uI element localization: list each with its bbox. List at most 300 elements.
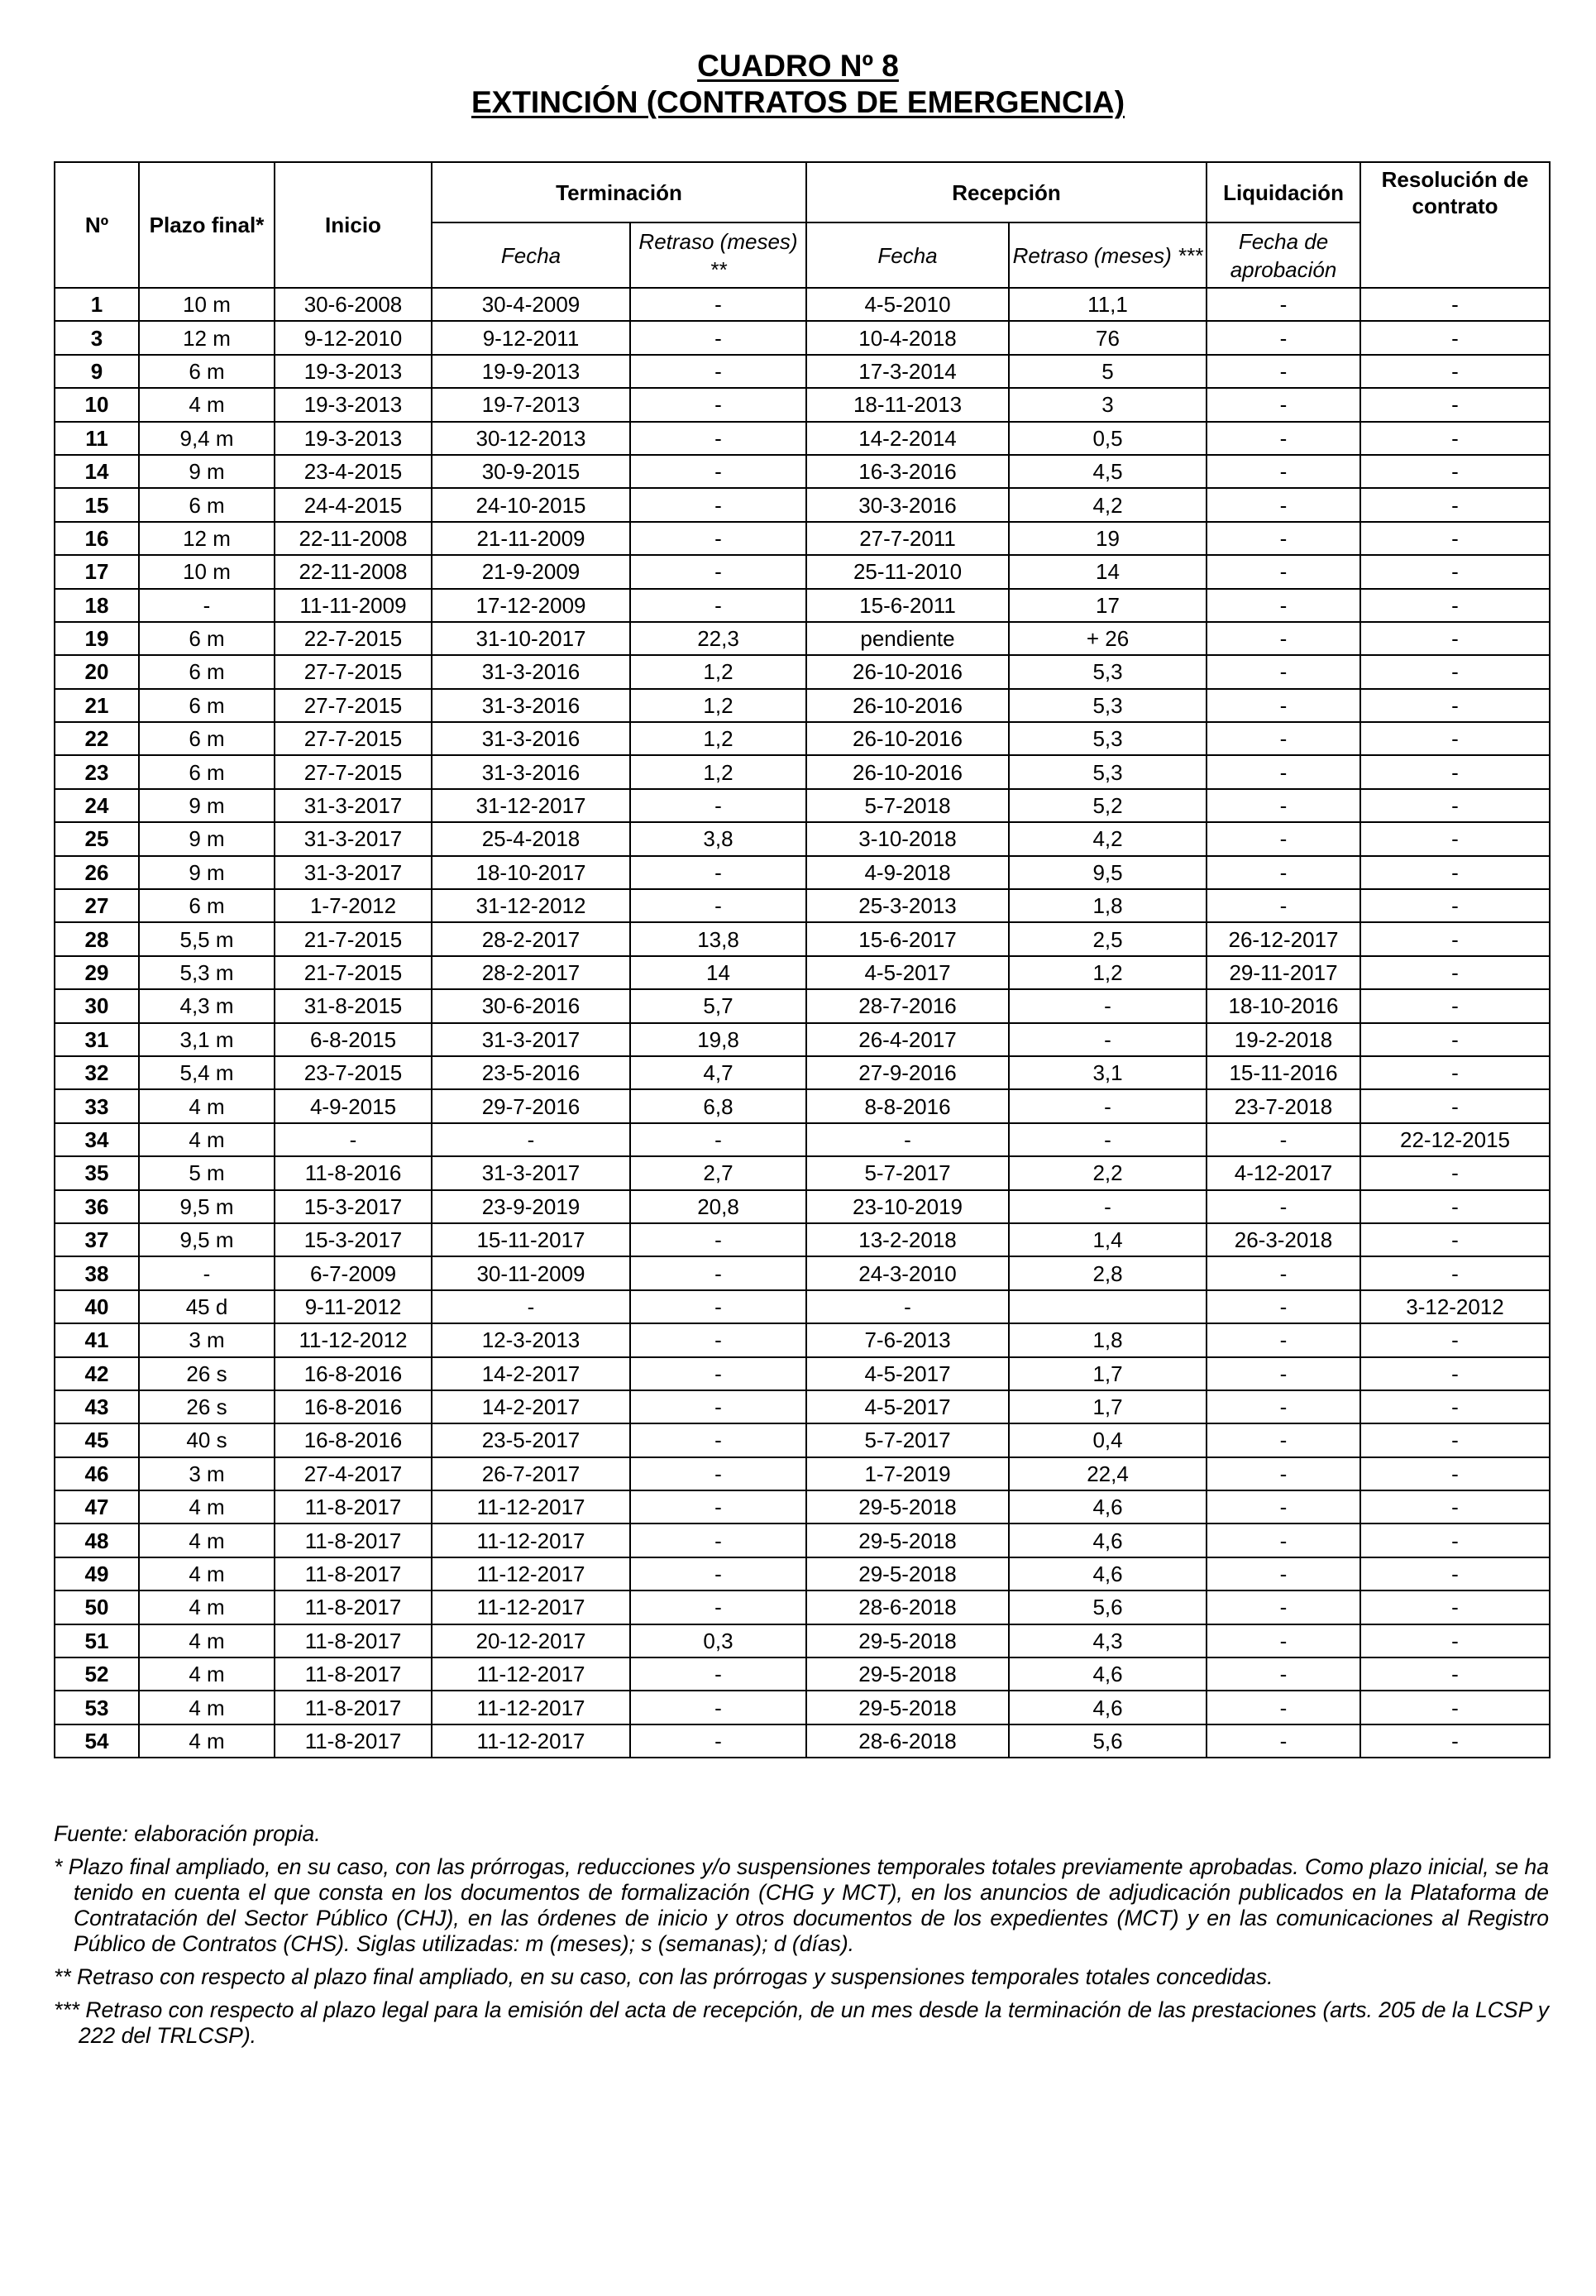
cell-rec-fecha: 15-6-2017 <box>806 922 1009 955</box>
cell-inicio: 19-3-2013 <box>275 355 432 388</box>
cell-liq-fecha: - <box>1207 1724 1360 1758</box>
table-row <box>55 1557 1550 1590</box>
cell-resolucion: - <box>1360 1657 1550 1691</box>
table-row <box>55 455 1550 488</box>
header-term-fecha: Fecha <box>432 222 630 288</box>
table-row <box>55 1691 1550 1724</box>
title-block <box>0 48 1596 121</box>
cell-term-fecha: 11-12-2017 <box>432 1691 630 1724</box>
cell-inicio: 19-3-2013 <box>275 388 432 421</box>
cell-no: 29 <box>55 956 139 989</box>
cell-plazo-final: 9,5 m <box>139 1223 275 1256</box>
cell-plazo-final: 3 m <box>139 1323 275 1356</box>
cell-resolucion: - <box>1360 655 1550 688</box>
cell-rec-fecha: 27-9-2016 <box>806 1056 1009 1089</box>
cell-plazo-final: 9,5 m <box>139 1190 275 1223</box>
cell-resolucion: - <box>1360 1256 1550 1289</box>
cell-liq-fecha: - <box>1207 1423 1360 1457</box>
cell-rec-retraso: 5,6 <box>1009 1724 1207 1758</box>
cell-rec-retraso: 2,5 <box>1009 922 1207 955</box>
cell-rec-fecha: 29-5-2018 <box>806 1490 1009 1523</box>
cell-liq-fecha: - <box>1207 555 1360 588</box>
cell-resolucion: - <box>1360 1156 1550 1189</box>
cell-inicio: 6-8-2015 <box>275 1023 432 1056</box>
table-row <box>55 1123 1550 1156</box>
cell-term-retraso: 6,8 <box>630 1089 806 1122</box>
cell-rec-fecha: 26-4-2017 <box>806 1023 1009 1056</box>
source-note: Fuente: elaboración propia. <box>54 1821 321 1846</box>
cell-term-fecha: 12-3-2013 <box>432 1323 630 1356</box>
cell-rec-fecha: 10-4-2018 <box>806 321 1009 354</box>
cell-plazo-final: 4 m <box>139 388 275 421</box>
cell-liq-fecha: - <box>1207 1490 1360 1523</box>
cell-term-retraso: - <box>630 1390 806 1423</box>
cell-inicio: 11-8-2017 <box>275 1590 432 1624</box>
cell-no: 26 <box>55 856 139 889</box>
cell-liq-fecha: - <box>1207 689 1360 722</box>
cell-inicio: 11-8-2017 <box>275 1691 432 1724</box>
table-row <box>55 488 1550 521</box>
cell-inicio: 21-7-2015 <box>275 922 432 955</box>
cell-rec-fecha: 28-7-2016 <box>806 989 1009 1022</box>
table-row <box>55 956 1550 989</box>
table-row <box>55 1089 1550 1122</box>
cell-resolucion: - <box>1360 622 1550 655</box>
cell-rec-retraso: 3,1 <box>1009 1056 1207 1089</box>
cell-plazo-final: 12 m <box>139 522 275 555</box>
cell-plazo-final: 4 m <box>139 1657 275 1691</box>
cell-resolucion: 22-12-2015 <box>1360 1123 1550 1156</box>
cell-liq-fecha: - <box>1207 1657 1360 1691</box>
cell-rec-fecha: 30-3-2016 <box>806 488 1009 521</box>
cell-rec-fecha: 3-10-2018 <box>806 822 1009 855</box>
cell-rec-retraso: 5,6 <box>1009 1590 1207 1624</box>
cell-liq-fecha: - <box>1207 622 1360 655</box>
cell-resolucion: - <box>1360 555 1550 588</box>
cell-inicio: 15-3-2017 <box>275 1223 432 1256</box>
cell-no: 33 <box>55 1089 139 1122</box>
cell-no: 25 <box>55 822 139 855</box>
table-row <box>55 889 1550 922</box>
cell-liq-fecha: - <box>1207 1691 1360 1724</box>
cell-term-retraso: - <box>630 321 806 354</box>
cell-resolucion: - <box>1360 355 1550 388</box>
table-row <box>55 355 1550 388</box>
table-row <box>55 1523 1550 1557</box>
cell-term-fecha: 31-10-2017 <box>432 622 630 655</box>
cell-rec-fecha: 28-6-2018 <box>806 1590 1009 1624</box>
cell-rec-retraso: 5,3 <box>1009 722 1207 755</box>
cell-rec-retraso: 2,8 <box>1009 1256 1207 1289</box>
cell-resolucion: - <box>1360 1089 1550 1122</box>
cell-term-fecha: 19-9-2013 <box>432 355 630 388</box>
table-number-title: CUADRO Nº 8 <box>697 49 899 83</box>
cell-inicio: 11-8-2017 <box>275 1624 432 1657</box>
cell-term-fecha: 31-3-2017 <box>432 1156 630 1189</box>
cell-plazo-final: 26 s <box>139 1357 275 1390</box>
cell-term-retraso: - <box>630 455 806 488</box>
cell-term-fecha: 19-7-2013 <box>432 388 630 421</box>
table-row <box>55 1724 1550 1758</box>
cell-rec-retraso: - <box>1009 989 1207 1022</box>
header-inicio: Inicio <box>275 162 432 288</box>
cell-plazo-final: 12 m <box>139 321 275 354</box>
cell-term-fecha: 31-3-2017 <box>432 1023 630 1056</box>
cell-rec-retraso: 1,2 <box>1009 956 1207 989</box>
table-row <box>55 1590 1550 1624</box>
cell-plazo-final: 4 m <box>139 1089 275 1122</box>
cell-term-retraso: - <box>630 288 806 321</box>
cell-inicio: 30-6-2008 <box>275 288 432 321</box>
cell-term-retraso: - <box>630 422 806 455</box>
cell-resolucion: - <box>1360 1523 1550 1557</box>
cell-plazo-final: 40 s <box>139 1423 275 1457</box>
cell-no: 30 <box>55 989 139 1022</box>
cell-liq-fecha: - <box>1207 1357 1360 1390</box>
cell-term-retraso: 4,7 <box>630 1056 806 1089</box>
cell-liq-fecha: - <box>1207 1590 1360 1624</box>
table-row <box>55 522 1550 555</box>
table-row <box>55 1323 1550 1356</box>
cell-rec-retraso: 14 <box>1009 555 1207 588</box>
table-row <box>55 1156 1550 1189</box>
table-row <box>55 1390 1550 1423</box>
cell-term-retraso: - <box>630 555 806 588</box>
cell-rec-fecha: - <box>806 1123 1009 1156</box>
header-recepcion: Recepción <box>806 162 1207 222</box>
cell-rec-fecha: 15-6-2011 <box>806 589 1009 622</box>
header-plazo-final: Plazo final* <box>139 162 275 288</box>
cell-liq-fecha: - <box>1207 1557 1360 1590</box>
contracts-table <box>54 161 1551 1758</box>
cell-resolucion: - <box>1360 522 1550 555</box>
cell-resolucion: - <box>1360 1490 1550 1523</box>
cell-term-retraso: - <box>630 1223 806 1256</box>
cell-inicio: 11-8-2017 <box>275 1557 432 1590</box>
table-row <box>55 1190 1550 1223</box>
cell-plazo-final: 4 m <box>139 1691 275 1724</box>
cell-inicio: 23-7-2015 <box>275 1056 432 1089</box>
cell-term-fecha: 31-12-2012 <box>432 889 630 922</box>
cell-resolucion: - <box>1360 1223 1550 1256</box>
cell-liq-fecha: 4-12-2017 <box>1207 1156 1360 1189</box>
cell-term-retraso: - <box>630 355 806 388</box>
cell-inicio: - <box>275 1123 432 1156</box>
cell-plazo-final: - <box>139 1256 275 1289</box>
cell-term-retraso: 19,8 <box>630 1023 806 1056</box>
cell-inicio: 4-9-2015 <box>275 1089 432 1122</box>
cell-no: 14 <box>55 455 139 488</box>
header-no: Nº <box>55 162 139 288</box>
table-row <box>55 789 1550 822</box>
cell-term-fecha: 29-7-2016 <box>432 1089 630 1122</box>
table-row <box>55 1223 1550 1256</box>
cell-term-fecha: 14-2-2017 <box>432 1390 630 1423</box>
cell-resolucion: - <box>1360 1457 1550 1490</box>
cell-rec-fecha: 25-3-2013 <box>806 889 1009 922</box>
cell-plazo-final: 5,5 m <box>139 922 275 955</box>
cell-rec-retraso: 1,7 <box>1009 1357 1207 1390</box>
cell-term-fecha: 30-12-2013 <box>432 422 630 455</box>
cell-resolucion: - <box>1360 1724 1550 1758</box>
cell-rec-fecha: - <box>806 1290 1009 1323</box>
cell-no: 10 <box>55 388 139 421</box>
cell-term-fecha: 11-12-2017 <box>432 1490 630 1523</box>
cell-term-retraso: - <box>630 856 806 889</box>
cell-inicio: 16-8-2016 <box>275 1357 432 1390</box>
cell-plazo-final: 4 m <box>139 1123 275 1156</box>
cell-term-fecha: 31-3-2016 <box>432 689 630 722</box>
cell-resolucion: - <box>1360 889 1550 922</box>
cell-term-retraso: - <box>630 1290 806 1323</box>
cell-resolucion: - <box>1360 1190 1550 1223</box>
cell-rec-retraso: 5,3 <box>1009 689 1207 722</box>
cell-term-fecha: 30-9-2015 <box>432 455 630 488</box>
cell-liq-fecha: - <box>1207 1624 1360 1657</box>
cell-liq-fecha: - <box>1207 1123 1360 1156</box>
cell-resolucion: - <box>1360 422 1550 455</box>
cell-term-fecha: 21-11-2009 <box>432 522 630 555</box>
cell-term-fecha: 18-10-2017 <box>432 856 630 889</box>
cell-plazo-final: 4 m <box>139 1490 275 1523</box>
cell-term-fecha: 24-10-2015 <box>432 488 630 521</box>
cell-rec-fecha: 24-3-2010 <box>806 1256 1009 1289</box>
cell-liq-fecha: - <box>1207 1457 1360 1490</box>
cell-no: 49 <box>55 1557 139 1590</box>
cell-term-retraso: 1,2 <box>630 722 806 755</box>
cell-liq-fecha: 26-12-2017 <box>1207 922 1360 955</box>
cell-term-fecha: 11-12-2017 <box>432 1523 630 1557</box>
cell-plazo-final: 9 m <box>139 856 275 889</box>
cell-liq-fecha: - <box>1207 388 1360 421</box>
cell-plazo-final: 5,4 m <box>139 1056 275 1089</box>
cell-term-fecha: 31-3-2016 <box>432 722 630 755</box>
cell-rec-retraso: 1,7 <box>1009 1390 1207 1423</box>
cell-rec-retraso: + 26 <box>1009 622 1207 655</box>
cell-rec-retraso: 4,6 <box>1009 1657 1207 1691</box>
cell-no: 50 <box>55 1590 139 1624</box>
cell-plazo-final: 9,4 m <box>139 422 275 455</box>
cell-resolucion: - <box>1360 822 1550 855</box>
cell-rec-retraso: 4,6 <box>1009 1557 1207 1590</box>
cell-plazo-final: 4 m <box>139 1523 275 1557</box>
cell-plazo-final: 3,1 m <box>139 1023 275 1056</box>
cell-term-retraso: 13,8 <box>630 922 806 955</box>
cell-liq-fecha: - <box>1207 655 1360 688</box>
cell-resolucion: - <box>1360 1557 1550 1590</box>
cell-plazo-final: - <box>139 589 275 622</box>
cell-term-fecha: 26-7-2017 <box>432 1457 630 1490</box>
cell-term-retraso: - <box>630 589 806 622</box>
cell-term-retraso: - <box>630 1123 806 1156</box>
cell-rec-fecha: 4-9-2018 <box>806 856 1009 889</box>
cell-plazo-final: 45 d <box>139 1290 275 1323</box>
cell-inicio: 22-11-2008 <box>275 522 432 555</box>
cell-rec-fecha: 4-5-2017 <box>806 1357 1009 1390</box>
cell-no: 31 <box>55 1023 139 1056</box>
table-row <box>55 589 1550 622</box>
cell-liq-fecha: - <box>1207 321 1360 354</box>
cell-resolucion: - <box>1360 755 1550 788</box>
cell-rec-fecha: 26-10-2016 <box>806 689 1009 722</box>
cell-term-fecha: 31-3-2016 <box>432 755 630 788</box>
cell-term-fecha: 30-11-2009 <box>432 1256 630 1289</box>
cell-term-retraso: - <box>630 1423 806 1457</box>
cell-inicio: 27-7-2015 <box>275 689 432 722</box>
cell-resolucion: - <box>1360 321 1550 354</box>
cell-inicio: 27-7-2015 <box>275 722 432 755</box>
cell-plazo-final: 6 m <box>139 488 275 521</box>
cell-inicio: 24-4-2015 <box>275 488 432 521</box>
cell-plazo-final: 4 m <box>139 1590 275 1624</box>
cell-rec-fecha: 27-7-2011 <box>806 522 1009 555</box>
cell-rec-retraso: 4,6 <box>1009 1490 1207 1523</box>
table-row <box>55 422 1550 455</box>
table-row <box>55 922 1550 955</box>
cell-term-retraso: 1,2 <box>630 755 806 788</box>
cell-no: 53 <box>55 1691 139 1724</box>
cell-term-fecha: 31-3-2016 <box>432 655 630 688</box>
cell-rec-fecha: 29-5-2018 <box>806 1557 1009 1590</box>
cell-resolucion: 3-12-2012 <box>1360 1290 1550 1323</box>
cell-term-fecha: 11-12-2017 <box>432 1590 630 1624</box>
cell-no: 11 <box>55 422 139 455</box>
cell-resolucion: - <box>1360 856 1550 889</box>
cell-rec-fecha: 18-11-2013 <box>806 388 1009 421</box>
cell-plazo-final: 6 m <box>139 622 275 655</box>
cell-term-retraso: 3,8 <box>630 822 806 855</box>
cell-resolucion: - <box>1360 1590 1550 1624</box>
cell-term-retraso: - <box>630 388 806 421</box>
cell-inicio: 31-3-2017 <box>275 856 432 889</box>
cell-term-retraso: 1,2 <box>630 655 806 688</box>
cell-term-fecha: 30-6-2016 <box>432 989 630 1022</box>
footnote-retraso-terminacion: ** Retraso con respecto al plazo final ampliado, en su caso, con las prórrogas y suspensiones temporales totales concedidas. <box>54 1964 1273 1989</box>
cell-rec-retraso: 5 <box>1009 355 1207 388</box>
cell-inicio: 11-12-2012 <box>275 1323 432 1356</box>
cell-resolucion: - <box>1360 1357 1550 1390</box>
cell-no: 17 <box>55 555 139 588</box>
cell-liq-fecha: - <box>1207 1290 1360 1323</box>
cell-term-retraso: - <box>630 1357 806 1390</box>
cell-plazo-final: 4 m <box>139 1624 275 1657</box>
cell-inicio: 16-8-2016 <box>275 1390 432 1423</box>
table-row <box>55 1624 1550 1657</box>
table-row <box>55 388 1550 421</box>
cell-no: 3 <box>55 321 139 354</box>
cell-liq-fecha: - <box>1207 1190 1360 1223</box>
cell-term-retraso: 14 <box>630 956 806 989</box>
header-liquidacion: Liquidación <box>1207 162 1360 222</box>
cell-rec-retraso: - <box>1009 1190 1207 1223</box>
cell-no: 36 <box>55 1190 139 1223</box>
cell-liq-fecha: - <box>1207 1256 1360 1289</box>
cell-no: 18 <box>55 589 139 622</box>
cell-rec-fecha: 13-2-2018 <box>806 1223 1009 1256</box>
cell-rec-retraso: 17 <box>1009 589 1207 622</box>
cell-plazo-final: 9 m <box>139 822 275 855</box>
cell-term-fecha: 31-12-2017 <box>432 789 630 822</box>
cell-no: 21 <box>55 689 139 722</box>
header-resolucion: Resolución de contrato <box>1360 162 1550 288</box>
cell-rec-retraso: 1,4 <box>1009 1223 1207 1256</box>
cell-liq-fecha: - <box>1207 889 1360 922</box>
cell-plazo-final: 6 m <box>139 722 275 755</box>
cell-plazo-final: 4 m <box>139 1557 275 1590</box>
table-row <box>55 755 1550 788</box>
table-row <box>55 1457 1550 1490</box>
cell-term-retraso: 0,3 <box>630 1624 806 1657</box>
cell-resolucion: - <box>1360 1423 1550 1457</box>
table-row <box>55 1357 1550 1390</box>
cell-liq-fecha: - <box>1207 422 1360 455</box>
cell-rec-fecha: 5-7-2017 <box>806 1156 1009 1189</box>
cell-no: 27 <box>55 889 139 922</box>
table-row <box>55 321 1550 354</box>
cell-rec-fecha: 29-5-2018 <box>806 1657 1009 1691</box>
table-row <box>55 1023 1550 1056</box>
cell-liq-fecha: - <box>1207 355 1360 388</box>
table-row <box>55 655 1550 688</box>
cell-liq-fecha: - <box>1207 488 1360 521</box>
cell-term-fecha: 23-9-2019 <box>432 1190 630 1223</box>
cell-rec-retraso: 1,8 <box>1009 1323 1207 1356</box>
cell-rec-retraso: 4,6 <box>1009 1691 1207 1724</box>
cell-inicio: 27-7-2015 <box>275 655 432 688</box>
table-row <box>55 555 1550 588</box>
cell-resolucion: - <box>1360 589 1550 622</box>
cell-term-retraso: - <box>630 1724 806 1758</box>
cell-plazo-final: 9 m <box>139 789 275 822</box>
cell-term-retraso: - <box>630 1557 806 1590</box>
cell-term-fecha: - <box>432 1290 630 1323</box>
header-rec-fecha: Fecha <box>806 222 1009 288</box>
cell-inicio: 11-8-2017 <box>275 1490 432 1523</box>
cell-term-retraso: - <box>630 1323 806 1356</box>
cell-term-fecha: 11-12-2017 <box>432 1657 630 1691</box>
cell-liq-fecha: 19-2-2018 <box>1207 1023 1360 1056</box>
cell-liq-fecha: - <box>1207 288 1360 321</box>
cell-inicio: 19-3-2013 <box>275 422 432 455</box>
cell-no: 41 <box>55 1323 139 1356</box>
cell-rec-retraso: 4,6 <box>1009 1523 1207 1557</box>
cell-plazo-final: 6 m <box>139 689 275 722</box>
cell-liq-fecha: - <box>1207 455 1360 488</box>
cell-no: 34 <box>55 1123 139 1156</box>
cell-rec-fecha: 5-7-2017 <box>806 1423 1009 1457</box>
cell-plazo-final: 6 m <box>139 655 275 688</box>
cell-term-retraso: 1,2 <box>630 689 806 722</box>
cell-inicio: 11-11-2009 <box>275 589 432 622</box>
cell-rec-retraso: 19 <box>1009 522 1207 555</box>
cell-rec-fecha: 25-11-2010 <box>806 555 1009 588</box>
cell-no: 47 <box>55 1490 139 1523</box>
header-terminacion: Terminación <box>432 162 806 222</box>
cell-rec-fecha: 17-3-2014 <box>806 355 1009 388</box>
cell-resolucion: - <box>1360 1624 1550 1657</box>
cell-inicio: 9-12-2010 <box>275 321 432 354</box>
cell-term-fecha: 20-12-2017 <box>432 1624 630 1657</box>
cell-rec-retraso: 11,1 <box>1009 288 1207 321</box>
cell-rec-retraso: 1,8 <box>1009 889 1207 922</box>
footnote-retraso-recepcion: *** Retraso con respecto al plazo legal para la emisión del acta de recepción, de un mes desde la terminación de las prestaciones (arts. 205 de la LCSP y 222 del TRLCSP). <box>54 1997 1549 2048</box>
cell-rec-fecha: 8-8-2016 <box>806 1089 1009 1122</box>
cell-plazo-final: 3 m <box>139 1457 275 1490</box>
cell-rec-fecha: 16-3-2016 <box>806 455 1009 488</box>
cell-no: 46 <box>55 1457 139 1490</box>
cell-plazo-final: 6 m <box>139 355 275 388</box>
cell-term-fecha: 25-4-2018 <box>432 822 630 855</box>
